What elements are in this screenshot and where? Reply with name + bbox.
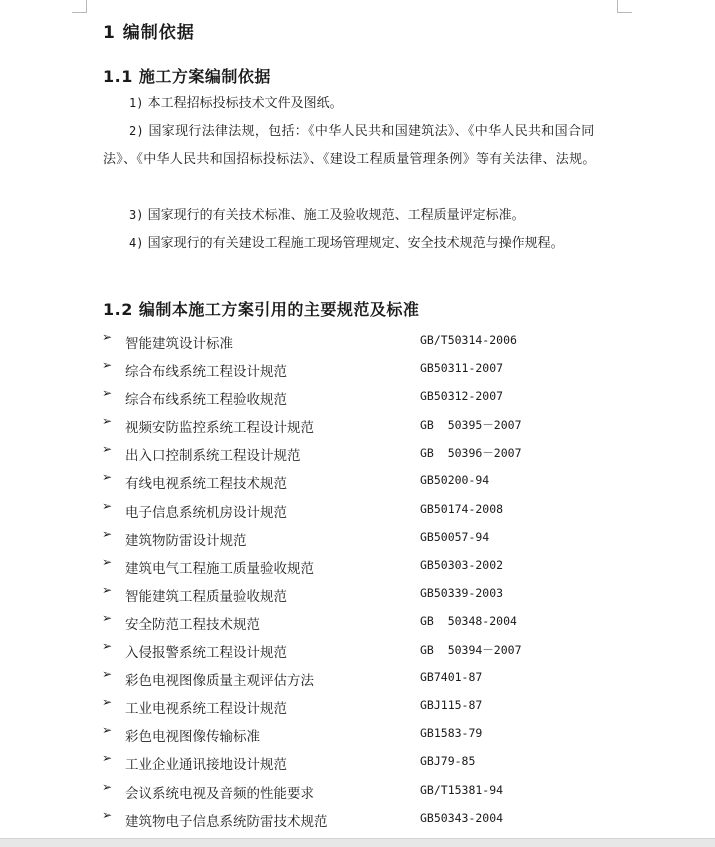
standard-code: GB 50348-2004 [420,613,517,628]
arrow-bullet-icon: ➢ [102,554,113,569]
standard-row [0,355,715,383]
standard-name: 综合布线系统工程验收规范 [125,392,287,409]
standard-row [0,777,715,805]
basis-item-1 [103,89,615,118]
standard-name: 工业企业通讯接地设计规范 [125,757,287,774]
arrow-bullet-icon: ➢ [102,723,113,738]
standard-name: 综合布线系统工程设计规范 [125,364,287,381]
standard-row [0,552,715,580]
standard-code: GB50303-2002 [420,557,504,572]
standard-row [0,580,715,608]
standard-row [0,467,715,495]
standard-row [0,608,715,636]
arrow-bullet-icon: ➢ [102,695,113,710]
standard-row [0,383,715,411]
basis-item-number: 2) [129,124,145,138]
standard-code: GB 50396－2007 [420,446,522,461]
standard-name: 建筑电气工程施工质量验收规范 [125,560,314,577]
basis-item-number: 3) [129,208,144,222]
standard-name: 建筑物防雷设计规范 [125,532,247,549]
standard-row [0,496,715,524]
standard-name: 有线电视系统工程技术规范 [125,476,287,493]
standard-name: 视频安防监控系统工程设计规范 [125,420,314,437]
basis-item-text: 本工程招标投标技术文件及图纸。 [143,96,343,111]
arrow-bullet-icon: ➢ [102,498,113,513]
standard-code: GB50343-2004 [420,810,504,825]
standard-row [0,524,715,552]
standard-row [0,636,715,664]
standard-code: GB50311-2007 [420,361,504,376]
standard-code: GB/T50314-2006 [420,333,517,347]
basis-item-number: 1) [129,96,144,110]
arrow-bullet-icon: ➢ [102,639,113,654]
basis-item-3 [103,201,615,230]
standard-code: GB 50395－2007 [420,418,522,433]
standard-code: GB50312-2007 [420,389,504,404]
arrow-bullet-icon: ➢ [102,386,113,401]
arrow-bullet-icon: ➢ [102,414,113,429]
standard-name: 智能建筑设计标准 [125,336,233,352]
basis-item-text: 国家现行法律法规，包括：《中华人民共和国建筑法》、《中华人民共和国合同法》、《中华人民共和国招标投标法》、《建设工程质量管理条例》等有关法律、法规。 [103,124,596,167]
standard-code: GB50200-94 [420,473,490,488]
standard-code: GB7401-87 [420,670,483,685]
standard-code: GB50057-94 [420,529,490,544]
standard-row [0,720,715,748]
arrow-bullet-icon: ➢ [102,442,113,457]
standard-name: 建筑物电子信息系统防雷技术规范 [125,813,328,830]
standard-name: 智能建筑工程质量验收规范 [125,588,287,605]
arrow-bullet-icon: ➢ [102,779,113,794]
arrow-bullet-icon: ➢ [102,610,113,625]
standard-row [0,411,715,439]
standard-name: 电子信息系统机房设计规范 [125,504,287,521]
section-heading-1-2: 1.2 编制本施工方案引用的主要规范及标准 [103,300,420,319]
standard-row [0,439,715,467]
standard-row [0,327,715,355]
chapter-heading: 1 编制依据 [103,23,195,43]
standard-row [0,748,715,776]
arrow-bullet-icon: ➢ [102,358,113,373]
standard-code: GB50339-2003 [420,585,504,600]
standard-name: 安全防范工程技术规范 [125,616,260,633]
standard-code: GBJ115-87 [420,698,483,713]
arrow-bullet-icon: ➢ [102,751,113,766]
standard-code: GB1583-79 [420,726,483,741]
standard-code: GB50174-2008 [420,501,504,516]
basis-item-2 [103,117,615,174]
standard-code: GB 50394－2007 [420,643,522,658]
standard-code: GB/T15381-94 [420,782,504,797]
arrow-bullet-icon: ➢ [102,667,113,682]
arrow-bullet-icon: ➢ [102,330,113,344]
standard-code: GBJ79-85 [420,754,476,769]
standard-name: 会议系统电视及音频的性能要求 [125,785,314,802]
basis-item-4 [103,229,615,258]
basis-item-text: 国家现行的有关建设工程施工现场管理规定、安全技术规范与操作规程。 [143,236,564,251]
basis-item-text: 国家现行的有关技术标准、施工及验收规范、工程质量评定标准。 [143,208,525,223]
standard-name: 彩色电视图像传输标准 [125,729,260,746]
arrow-bullet-icon: ➢ [102,807,113,822]
standard-name: 出入口控制系统工程设计规范 [125,448,301,465]
standard-row [0,664,715,692]
arrow-bullet-icon: ➢ [102,470,113,485]
standard-name: 彩色电视图像质量主观评估方法 [125,673,314,690]
standards-list [0,327,715,833]
arrow-bullet-icon: ➢ [102,526,113,541]
standard-name: 入侵报警系统工程设计规范 [125,645,287,662]
standard-name: 工业电视系统工程设计规范 [125,701,287,718]
standard-row [0,805,715,833]
arrow-bullet-icon: ➢ [102,582,113,597]
basis-item-number: 4) [129,236,144,250]
section-heading-1-1: 1.1 施工方案编制依据 [103,67,271,86]
standard-row [0,692,715,720]
